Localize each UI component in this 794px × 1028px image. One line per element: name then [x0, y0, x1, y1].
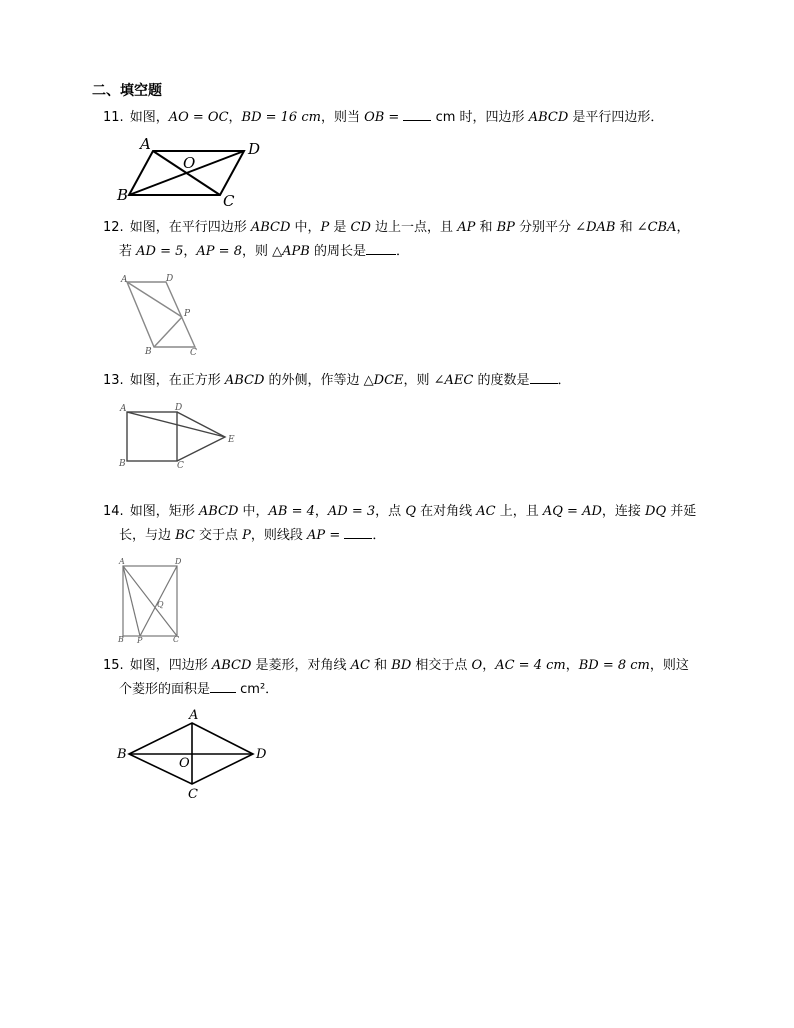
label-d-12: D [166, 274, 174, 284]
segment-bp-12 [154, 317, 182, 347]
question-15 [103, 654, 723, 702]
question-line [103, 240, 723, 264]
text-run: 是菱形，对角线 [251, 658, 351, 673]
label-d-11: D [248, 140, 261, 158]
text-run: ，点 [375, 504, 406, 519]
text-run: 是平行四边形． [568, 110, 664, 125]
math-expression: DQ [645, 504, 667, 519]
label-b-14: B [118, 635, 124, 644]
question-line [103, 678, 723, 702]
question-number: 14. [103, 504, 124, 519]
label-c-14: C [173, 635, 180, 644]
text-run: 和 [475, 220, 497, 235]
text-run: 和 [370, 658, 392, 673]
label-a-13: A [120, 404, 127, 414]
math-expression: CD [350, 220, 371, 235]
label-d-13: D [175, 403, 183, 413]
math-expression: AQ = AD [542, 504, 602, 519]
text-run: 中， [290, 220, 321, 235]
square-abcd-13 [127, 412, 177, 461]
math-expression: △APB [272, 244, 310, 259]
text-run: 如图，四边形 [129, 658, 212, 673]
text-run: ． [372, 528, 386, 543]
math-expression: AP [457, 220, 476, 235]
text-run: ， [676, 220, 690, 235]
label-b-11: B [117, 186, 129, 204]
math-expression: ABCD [250, 220, 291, 235]
text-run: ， [482, 658, 496, 673]
label-e-13: E [228, 435, 235, 445]
text-run: cm 时，四边形 [431, 110, 529, 125]
label-a-15: A [189, 708, 199, 723]
text-run: 是 [329, 220, 351, 235]
label-c-12: C [190, 348, 197, 358]
text-run: 如图，在正方形 [129, 373, 225, 388]
question-line [103, 369, 723, 393]
label-c-13: C [177, 461, 184, 471]
math-expression: ∠CBA [636, 220, 677, 235]
text-run: ，则当 [320, 110, 365, 125]
math-expression: AB = 4 [268, 504, 315, 519]
label-p-14: P [137, 636, 143, 645]
triangle-dce-13 [177, 412, 225, 461]
math-expression: AC = 4 cm [495, 658, 566, 673]
text-run: 的周长是 [309, 244, 366, 259]
label-q-14: Q [157, 600, 164, 609]
label-o-11: O [183, 154, 196, 172]
question-number: 15. [103, 658, 124, 673]
text-run: 若 [119, 244, 137, 259]
text-run: ，则 [241, 244, 273, 259]
text-run: ， [314, 504, 328, 519]
math-expression: BC [175, 528, 195, 543]
label-b-15: B [117, 747, 127, 762]
math-expression: AP = [307, 528, 341, 543]
label-a-14: A [119, 557, 125, 566]
question-line [103, 216, 723, 240]
math-expression: Q [405, 504, 416, 519]
math-expression: ABCD [211, 658, 252, 673]
text-run: 如图， [129, 110, 169, 125]
text-run: 在对角线 [415, 504, 477, 519]
label-a-12: A [121, 275, 128, 285]
question-line [103, 524, 723, 548]
text-run: ，则线段 [250, 528, 308, 543]
text-run: ， [228, 110, 242, 125]
text-run: cm²． [236, 682, 279, 697]
math-expression: AD = 3 [327, 504, 376, 519]
math-expression: ABCD [198, 504, 239, 519]
label-p-12: P [184, 309, 191, 319]
math-expression: BD = 8 cm [578, 658, 650, 673]
text-run: 长，与边 [119, 528, 176, 543]
text-run: 并延 [666, 504, 697, 519]
text-run: 分别平分 [514, 220, 576, 235]
text-run: 相交于点 [411, 658, 472, 673]
math-expression: △DCE [363, 373, 404, 388]
math-expression: ABCD [528, 110, 569, 125]
question-line [103, 654, 723, 678]
question-number: 12. [103, 220, 124, 235]
math-expression: BD [391, 658, 412, 673]
question-14 [103, 500, 723, 548]
math-expression: AC [476, 504, 496, 519]
math-expression: OB = [364, 110, 400, 125]
text-run: 的度数是 [473, 373, 530, 388]
label-c-15: C [188, 787, 198, 802]
math-expression: AP = 8 [196, 244, 242, 259]
label-a-11: A [140, 135, 151, 153]
text-run: 交于点 [194, 528, 243, 543]
text-run: ， [565, 658, 579, 673]
math-expression: ∠AEC [433, 373, 474, 388]
math-expression: ∠DAB [575, 220, 616, 235]
text-run: 如图，矩形 [129, 504, 199, 519]
section-title: 二、填空题 [92, 83, 162, 99]
text-run: ，则 [403, 373, 434, 388]
label-b-13: B [119, 459, 126, 469]
text-run: 个菱形的面积是 [119, 682, 211, 697]
math-expression: ABCD [224, 373, 265, 388]
math-expression: P [242, 528, 251, 543]
math-expression: AO = OC [168, 110, 229, 125]
math-expression: BD = 16 cm [241, 110, 321, 125]
question-line [103, 500, 723, 524]
answer-blank [344, 524, 372, 539]
math-expression: AD = 5 [136, 244, 184, 259]
text-run: 的外侧，作等边 [264, 373, 364, 388]
math-expression: O [471, 658, 483, 673]
segment-ae-13 [127, 412, 225, 437]
text-run: 上，且 [495, 504, 543, 519]
text-run: 边上一点，且 [370, 220, 458, 235]
label-b-12: B [145, 347, 152, 357]
question-number: 13. [103, 373, 124, 388]
text-run: ，则这 [649, 658, 689, 673]
text-run: 如图，在平行四边形 [129, 220, 251, 235]
question-number: 11. [103, 110, 124, 125]
label-c-11: C [223, 192, 235, 210]
answer-blank [210, 678, 236, 693]
label-o-15: O [179, 756, 190, 771]
label-d-15: D [256, 747, 267, 762]
text-run: ， [183, 244, 197, 259]
text-run: ，连接 [601, 504, 646, 519]
question-12 [103, 216, 723, 264]
math-expression: P [320, 220, 330, 235]
label-d-14: D [175, 557, 182, 566]
answer-blank [366, 240, 396, 255]
math-expression: BP [496, 220, 515, 235]
math-expression: AC [350, 658, 370, 673]
question-13 [103, 369, 723, 393]
text-run: 和 [615, 220, 637, 235]
text-run: ． [395, 244, 409, 259]
answer-blank [530, 369, 558, 384]
text-run: ． [557, 373, 571, 388]
text-run: 中， [238, 504, 269, 519]
